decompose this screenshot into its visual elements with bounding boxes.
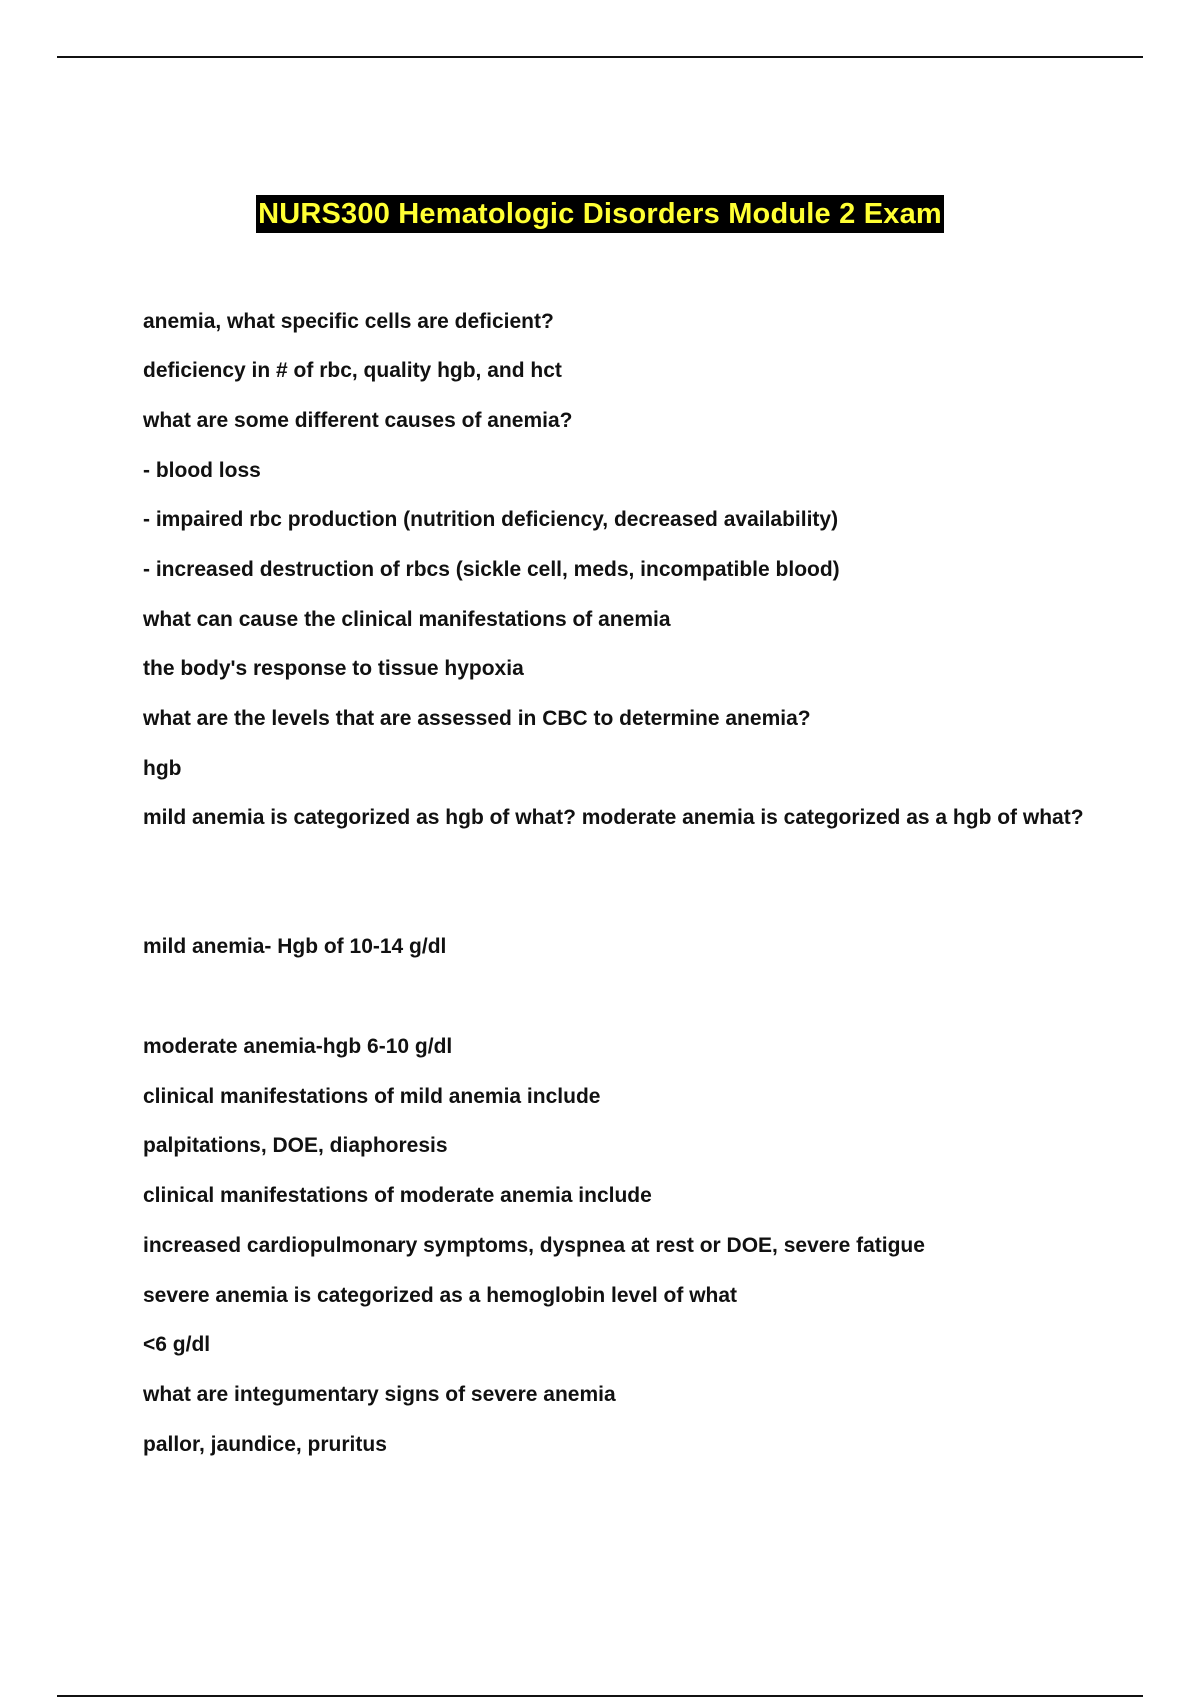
question-line: what are some different causes of anemia?	[143, 409, 573, 432]
question-line: anemia, what specific cells are deficient?	[143, 310, 554, 333]
answer-line: the body's response to tissue hypoxia	[143, 657, 524, 680]
question-line: clinical manifestations of mild anemia include	[143, 1085, 601, 1108]
document-title: NURS300 Hematologic Disorders Module 2 Exam	[256, 195, 944, 233]
answer-line: - increased destruction of rbcs (sickle cell, meds, incompatible blood)	[143, 558, 840, 581]
answer-line: hgb	[143, 757, 182, 780]
answer-line: increased cardiopulmonary symptoms, dyspnea at rest or DOE, severe fatigue	[143, 1234, 925, 1257]
answer-line: - blood loss	[143, 459, 261, 482]
title-container	[0, 195, 1200, 233]
answer-line: moderate anemia-hgb 6-10 g/dl	[143, 1035, 453, 1058]
question-line: mild anemia is categorized as hgb of what? moderate anemia is categorized as a hgb of what?	[143, 806, 1084, 829]
answer-line: mild anemia- Hgb of 10-14 g/dl	[143, 935, 447, 958]
question-line: severe anemia is categorized as a hemoglobin level of what	[143, 1284, 738, 1307]
bottom-rule	[57, 1695, 1143, 1697]
question-line: clinical manifestations of moderate anemia include	[143, 1184, 652, 1207]
top-rule	[57, 56, 1143, 58]
question-line: what are the levels that are assessed in CBC to determine anemia?	[143, 707, 811, 730]
answer-line: deficiency in # of rbc, quality hgb, and hct	[143, 359, 562, 382]
answer-line: - impaired rbc production (nutrition deficiency, decreased availability)	[143, 508, 839, 531]
answer-line: palpitations, DOE, diaphoresis	[143, 1134, 448, 1157]
question-line: what are integumentary signs of severe anemia	[143, 1383, 616, 1406]
answer-line: <6 g/dl	[143, 1333, 211, 1356]
question-line: what can cause the clinical manifestations of anemia	[143, 608, 671, 631]
answer-line: pallor, jaundice, pruritus	[143, 1433, 387, 1456]
